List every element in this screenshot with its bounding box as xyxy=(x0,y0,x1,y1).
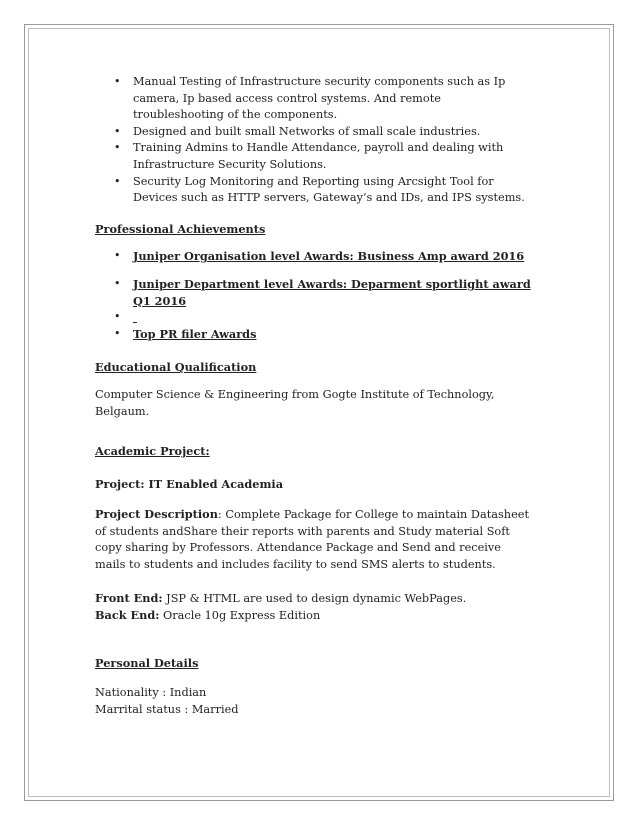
list-item-text: Juniper Department level Awards: Deparment sportlight award Q1 2016 xyxy=(133,276,531,308)
responsibility-list xyxy=(95,74,535,207)
achievements-heading: Professional Achievements xyxy=(95,221,266,236)
front-end xyxy=(95,590,535,608)
list-item xyxy=(95,174,535,207)
list-item xyxy=(95,326,535,343)
back-end-label: Back End: xyxy=(95,608,160,623)
achievements-list xyxy=(95,248,535,342)
bullet-icon: • xyxy=(114,249,121,263)
bullet-icon: • xyxy=(114,276,121,290)
list-item xyxy=(95,276,535,309)
education-heading: Educational Qualification xyxy=(95,360,257,375)
nationality-text: Nationality : Indian xyxy=(95,686,207,700)
list-item-text: Security Log Monitoring and Reporting using Arcsight Tool for Devices such as HTTP servers, Gateway’s and IDs, and IPS systems. xyxy=(133,174,525,205)
bullet-icon: • xyxy=(114,174,121,188)
marital-status-text: Marrital status : Married xyxy=(95,703,239,717)
project-description xyxy=(95,506,535,573)
project-description-text: : Complete Package for College to maintain Datasheet of students andShare their reports with parents and Study material Soft copy sharing by Professors. Attendance Package and Send and receive mails to students and includes facility to send SMS alerts to students. xyxy=(95,508,529,572)
back-end xyxy=(95,607,535,625)
project-title: Project: IT Enabled Academia xyxy=(95,476,284,491)
bullet-icon: • xyxy=(114,141,121,155)
list-item-text: Juniper Organisation level Awards: Business Amp award 2016 xyxy=(133,249,525,264)
bullet-icon: • xyxy=(114,326,121,340)
list-item xyxy=(95,309,535,326)
personal-heading: Personal Details xyxy=(95,655,199,670)
list-item-text: Manual Testing of Infrastructure security components such as Ip camera, Ip based access control systems. And remote troubleshooting of the components. xyxy=(133,75,506,122)
resume-content xyxy=(95,74,535,719)
list-item-text xyxy=(133,310,137,324)
bullet-icon: • xyxy=(114,124,121,138)
list-item xyxy=(95,124,535,141)
front-end-label: Front End: xyxy=(95,590,163,605)
list-item xyxy=(95,74,535,124)
list-item-text: Training Admins to Handle Attendance, payroll and dealing with Infrastructure Security Solutions. xyxy=(133,141,504,171)
project-description-label: Project Description xyxy=(95,507,218,522)
academic-heading: Academic Project: xyxy=(95,444,210,459)
list-item xyxy=(95,248,535,265)
list-item xyxy=(95,140,535,173)
front-end-text: JSP & HTML are used to design dynamic WebPages. xyxy=(162,591,467,605)
list-item-text: Designed and built small Networks of small scale industries. xyxy=(133,124,481,138)
bullet-icon: • xyxy=(114,310,121,324)
bullet-icon: • xyxy=(114,75,121,88)
list-item-text: Top PR filer Awards xyxy=(133,326,257,341)
back-end-text: Oracle 10g Express Edition xyxy=(159,609,321,623)
education-text: Computer Science & Engineering from Gogte Institute of Technology, Belgaum. xyxy=(95,387,495,418)
